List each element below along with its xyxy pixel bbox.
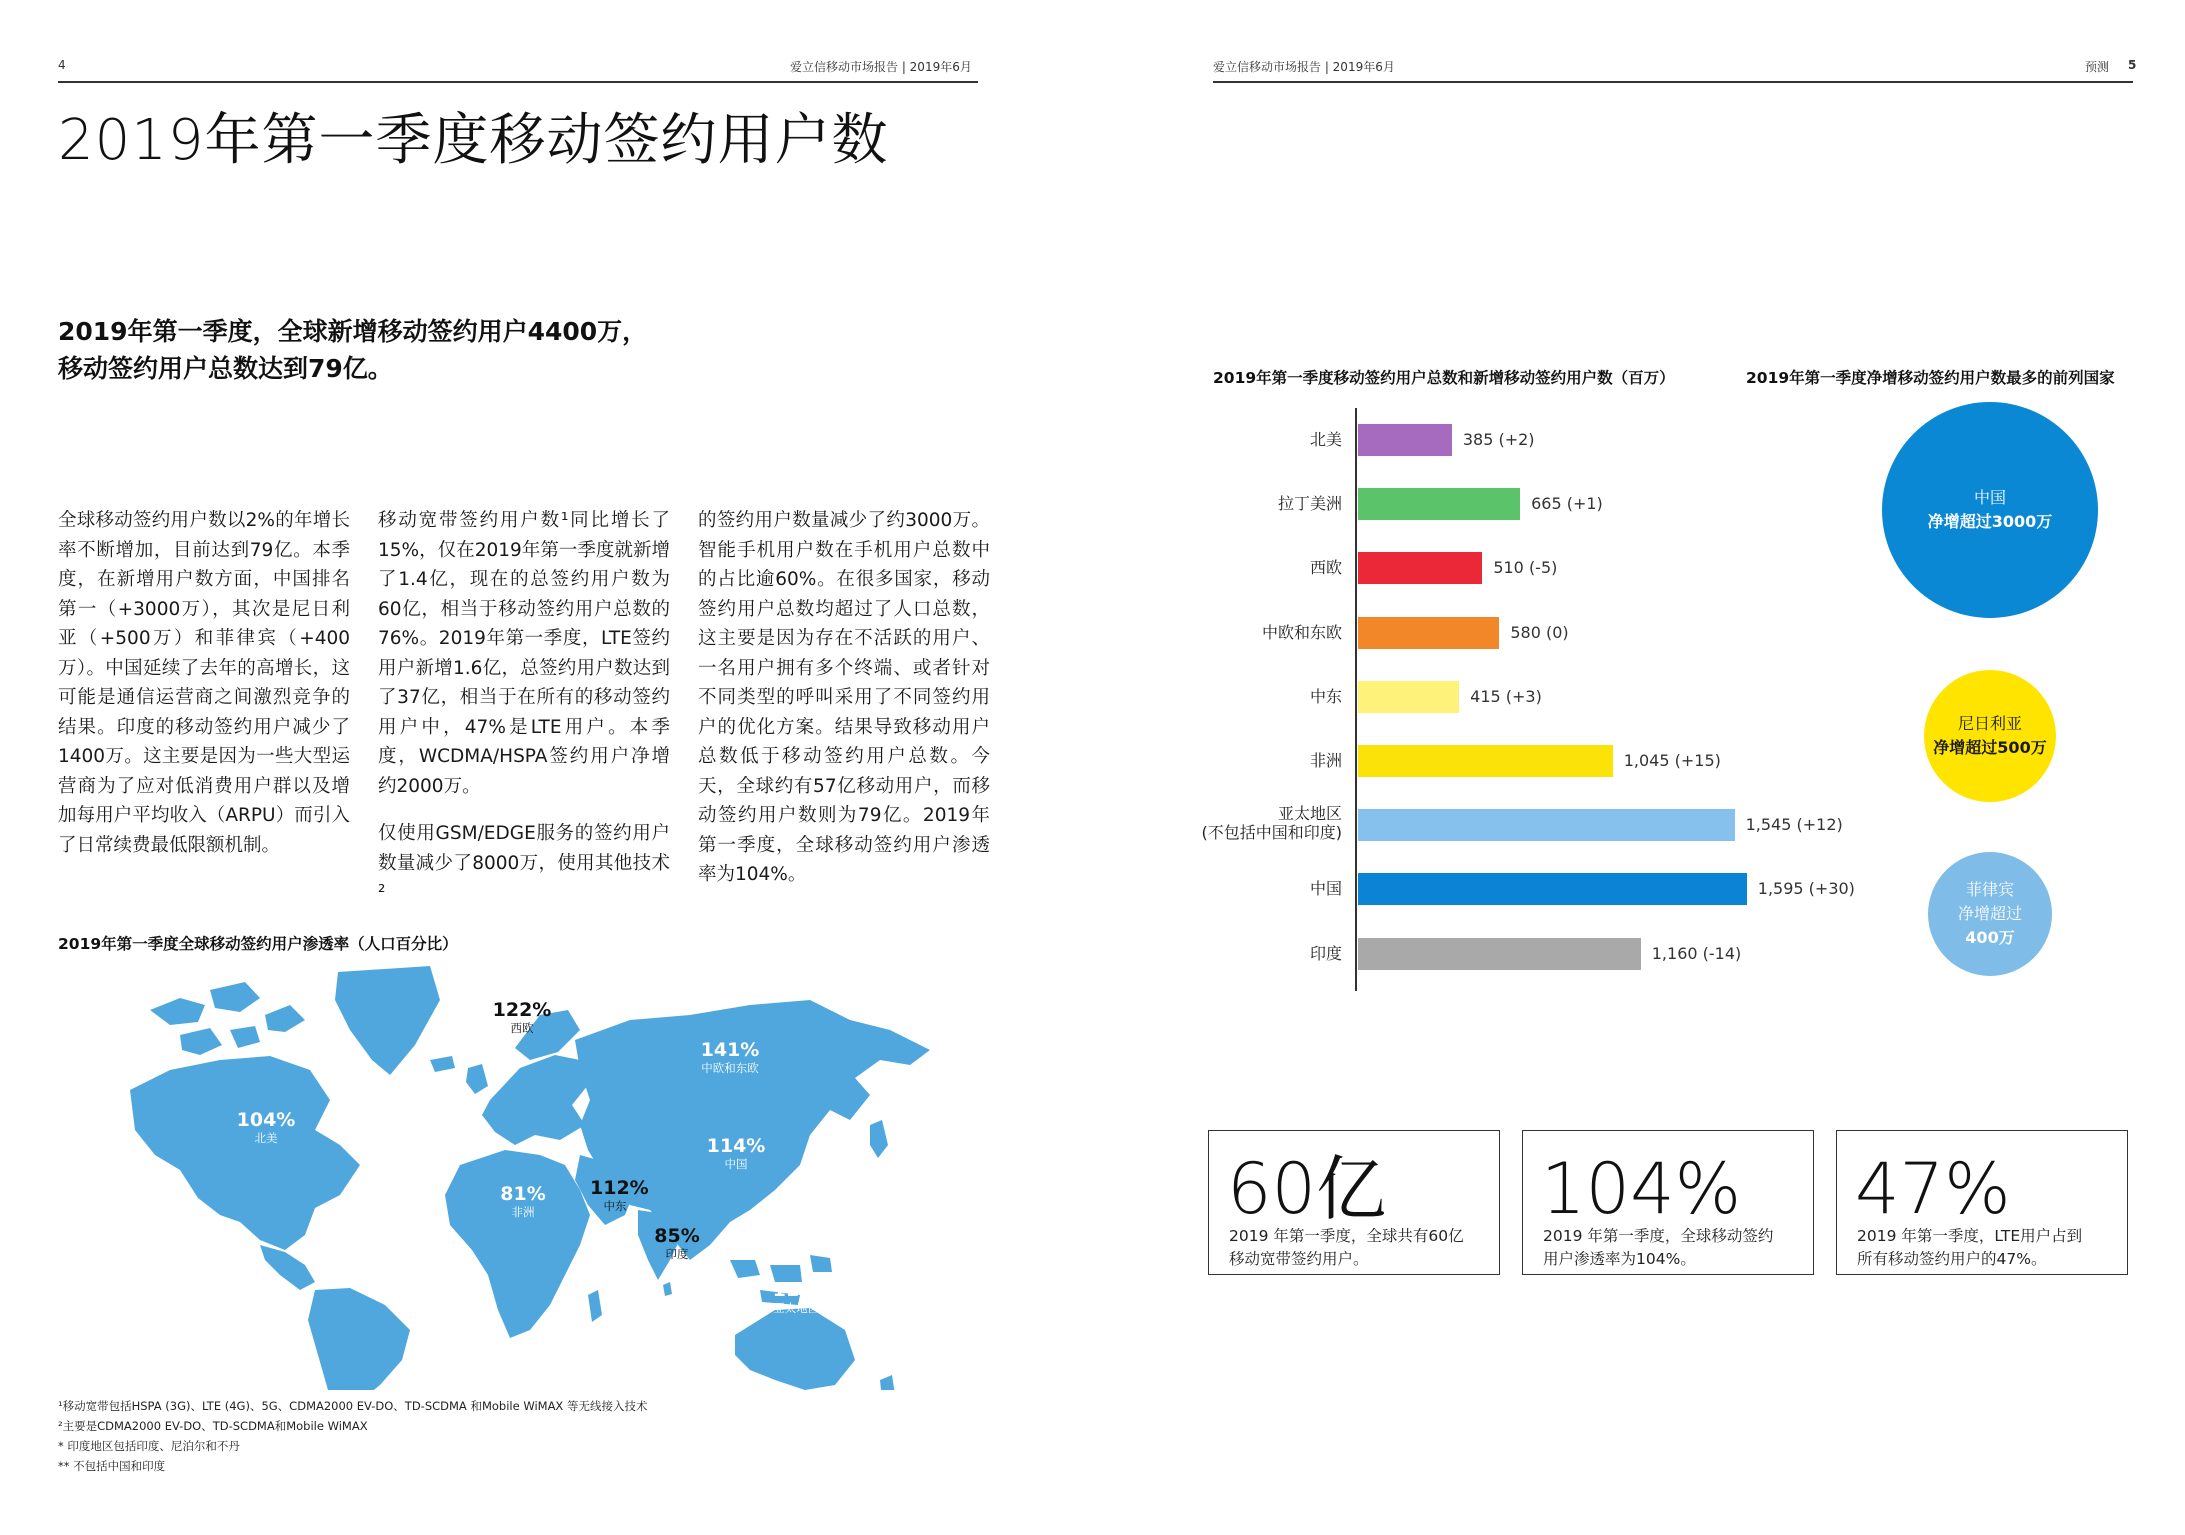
left-page-number: 4: [58, 58, 66, 72]
map-label-value: 85%: [654, 1225, 700, 1247]
chart-title: 2019年第一季度移动签约用户总数和新增移动签约用户数（百万）: [1213, 369, 1675, 387]
right-header-rule: [1213, 81, 2133, 83]
right-page-number: 5: [2128, 58, 2137, 72]
circle-value: 400万: [1965, 928, 2015, 947]
body-column-1: [58, 506, 350, 874]
body-paragraph: 仅使用GSM/EDGE服务的签约用户数量减少了8000万，使用其他技术²: [378, 823, 670, 903]
bar-value-label: 1,160 (-14): [1651, 943, 1742, 963]
bar-category-label: 中国: [1309, 879, 1342, 899]
stat-box-mbb: [1208, 1130, 1500, 1275]
map-label-value: 114%: [706, 1135, 766, 1157]
bar-mark: [1358, 488, 1520, 520]
bar-value-label: 1,595 (+30): [1757, 879, 1855, 899]
circle-value: 净增超过: [1957, 904, 2022, 923]
map-label-central-eastern-europe: [690, 1040, 770, 1075]
page-title: 2019年第一季度移动签约用户数: [58, 108, 889, 173]
bar-value-label: 1,045 (+15): [1623, 751, 1721, 770]
bar-category-label: 北美: [1309, 430, 1342, 449]
bar-mark: [1358, 938, 1641, 970]
right-section-label: 预测: [2085, 60, 2110, 74]
map-label-region: 非洲: [511, 1205, 535, 1219]
map-label-value: 81%: [500, 1183, 546, 1205]
circle-china: [1882, 402, 2098, 618]
map-label-africa: [498, 1184, 548, 1219]
bar-value-label: 1,545 (+12): [1745, 815, 1843, 835]
left-header-rule: [58, 81, 978, 83]
body-column-2: [378, 506, 670, 922]
map-north-america: [130, 1056, 360, 1250]
bar-category-label: 拉丁美洲: [1277, 494, 1342, 514]
lead-paragraph: [58, 313, 647, 387]
circle-nigeria: [1924, 670, 2056, 802]
map-label-western-europe: [492, 1000, 552, 1035]
map-greenland: [335, 966, 440, 1075]
map-label-value: 114%: [772, 1279, 832, 1301]
stat-description-line: 移动宽带签约用户。: [1229, 1250, 1369, 1268]
body-paragraph: 的签约用户数量减少了约3000万。智能手机用户数在手机用户总数中的占比逾60%。在很多国家，移动签约用户总数均超过了人口总数，这主要是因为存在不活跃的用户、一名用户拥有多个终端、或者针对不同类型的呼叫采用了不同签约用户的优化方案。结果导致移动用户总数低于移动签约用户总数。今天，全球约有57亿移动用户，而移动签约用户数则为79亿。2019年第一季度，全球移动签约用户渗透率为104%。: [698, 510, 990, 885]
stat-description-line: 2019 年第一季度，全球共有60亿: [1229, 1227, 1464, 1245]
map-label-china: [706, 1136, 766, 1171]
map-label-value: 122%: [492, 999, 552, 1021]
body-paragraph: 移动宽带签约用户数¹同比增长了15%，仅在2019年第一季度就新增了1.4亿，现在的总签约用户数为60亿，相当于移动签约用户总数的76%。2019年第一季度，LTE签约用户新增1.6亿，总签约用户数达到了37亿，相当于在所有的移动签约用户中，47%是LTE用户。本季度，WCDMA/HSPA签约用户净增约2000万。: [378, 510, 670, 797]
bar-category-label: 非洲: [1309, 751, 1342, 770]
stat-description-line: 用户渗透率为104%。: [1543, 1250, 1696, 1268]
map-label-value: 102%: [334, 1245, 394, 1267]
circle-label: 中国: [1973, 488, 2006, 507]
bar-mark: [1358, 617, 1499, 649]
map-label-region: 西欧: [510, 1021, 534, 1035]
map-uk: [466, 1064, 488, 1094]
stat-box-penetration: [1522, 1130, 1814, 1275]
footnote: ¹移动宽带包括HSPA (3G)、LTE (4G)、5G、CDMA2000 EV-DO、TD-SCDMA 和Mobile WiMAX 等无线接入技术: [58, 1399, 648, 1413]
bar-mark: [1358, 424, 1452, 456]
body-paragraph: 全球移动签约用户数以2%的年增长率不断增加，目前达到79亿。本季度，在新增用户数方面，中国排名第一（+3000万），其次是尼日利亚（+500万）和菲律宾（+400万）。中国延续了去年的高增长，这可能是通信运营商之间激烈竞争的结果。印度的移动签约用户减少了1400万。这主要是因为一些大型运营商为了应对低消费用户群以及增加每用户平均收入（ARPU）而引入了日常续费最低限额机制。: [58, 510, 350, 856]
map-central-america: [260, 1245, 315, 1290]
map-label-value: 104%: [236, 1109, 296, 1131]
map-label-region: 中欧和东欧: [701, 1061, 759, 1075]
stat-value: 47%: [1855, 1148, 2011, 1230]
map-label-north-america: [236, 1110, 296, 1145]
footnote: ** 不包括中国和印度: [58, 1459, 166, 1473]
circles-title: 2019年第一季度净增移动签约用户数最多的前列国家: [1746, 369, 2115, 387]
left-page-header: 爱立信移动市场报告 | 2019年6月: [790, 60, 972, 74]
map-label-region: 中东: [603, 1199, 627, 1213]
bar-category-sublabel: (不包括中国和印度): [1201, 823, 1342, 843]
map-label-region: 印度: [665, 1247, 689, 1261]
map-label-india: [652, 1226, 702, 1261]
bar-value-label: 510 (-5): [1493, 558, 1558, 578]
map-label-region: 亚太地区**: [773, 1301, 831, 1315]
bar-category-label: 印度: [1309, 943, 1342, 963]
map-canada-arctic: [150, 998, 205, 1025]
footnote: ²主要是CDMA2000 EV-DO、TD-SCDMA和Mobile WiMAX: [58, 1419, 368, 1433]
lead-line-1: 2019年第一季度，全球新增移动签约用户4400万，: [58, 317, 648, 346]
stat-description-line: 2019 年第一季度，LTE用户占到: [1857, 1227, 2083, 1245]
bar-mark: [1358, 552, 1482, 584]
map-label-region: 北美: [254, 1131, 278, 1145]
bar-category-label: 中欧和东欧: [1261, 622, 1342, 642]
footnote: * 印度地区包括印度、尼泊尔和不丹: [58, 1439, 240, 1453]
circle-value: 净增超过500万: [1933, 738, 2047, 757]
body-column-3: [698, 506, 990, 904]
circle-value: 净增超过3000万: [1927, 512, 2053, 531]
map-label-region: 中国: [724, 1157, 748, 1171]
circle-label: 菲律宾: [1965, 880, 2014, 899]
map-label-value: 141%: [700, 1039, 760, 1061]
map-africa: [445, 1150, 590, 1338]
bar-category-label: 亚太地区 (不包括中国和印度): [1172, 804, 1342, 842]
bar-mark: [1358, 745, 1613, 777]
stat-description: [1543, 1225, 1803, 1271]
bar-mark: [1358, 873, 1747, 905]
map-label-asia-pacific: [762, 1280, 842, 1315]
right-page-header: 爱立信移动市场报告 | 2019年6月: [1213, 60, 1395, 74]
bar-category-label: 中东: [1309, 686, 1342, 706]
circle-label: 尼日利亚: [1957, 714, 2022, 733]
chart-axis: [1355, 408, 1357, 991]
stat-description: [1857, 1225, 2117, 1271]
map-label-middle-east: [590, 1177, 649, 1213]
bar-mark: [1358, 809, 1735, 841]
stat-description-line: 所有移动签约用户的47%。: [1857, 1250, 2047, 1268]
stat-description-line: 2019 年第一季度，全球移动签约: [1543, 1227, 1774, 1245]
map-south-america: [308, 1288, 410, 1390]
stat-value: 104%: [1541, 1148, 1742, 1230]
map-label-latin-america: [334, 1246, 394, 1281]
stat-box-lte: [1836, 1130, 2128, 1275]
map-label-value: 112%: [590, 1177, 649, 1199]
bar-mark: [1358, 681, 1459, 713]
map-label-region: 拉丁美洲: [341, 1267, 387, 1281]
lead-line-2: 移动签约用户总数达到79亿。: [58, 354, 393, 383]
bar-value-label: 665 (+1): [1531, 494, 1603, 514]
bar-value-label: 415 (+3): [1470, 686, 1542, 706]
circle-philippines: [1928, 852, 2052, 976]
map-europe: [482, 1055, 588, 1145]
stat-value: 60亿: [1227, 1148, 1387, 1230]
bar-category-label: 西欧: [1309, 558, 1342, 578]
map-title: 2019年第一季度全球移动签约用户渗透率（人口百分比）: [58, 935, 458, 953]
bar-value-label: 580 (0): [1510, 622, 1569, 642]
bar-value-label: 385 (+2): [1462, 430, 1535, 449]
map-australia: [735, 1308, 855, 1390]
stat-description: [1229, 1225, 1489, 1271]
